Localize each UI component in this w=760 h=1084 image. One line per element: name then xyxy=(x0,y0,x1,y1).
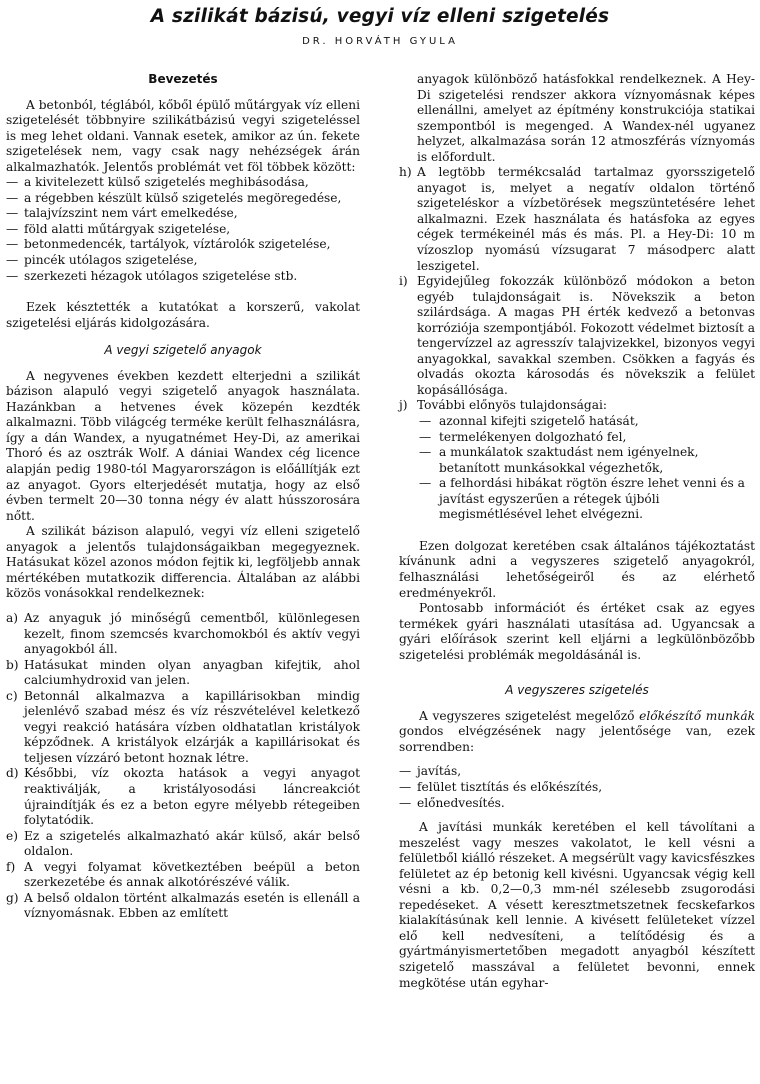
list-item: — föld alatti műtárgyak szigetelése, xyxy=(6,221,231,236)
list-item: — előnedvesítés. xyxy=(399,795,505,810)
properties-list xyxy=(6,611,360,922)
repair-paragraph: A javítási munkák keretében el kell távolítani a meszelést vagy meszes vakolatot, le kell vésni a felületből kiálló részeket. A megsérült vagy kavicsfészkes felületet az ép betonig kell kivésni. Ugyancsak végig kell vésni a kb. 0,2—0,3 mm-nél szélesebb zsugorodási repedéseket. A vésett keresztmetszetnek fecskefarkos kialakításúnak kell lennie. A kivésett felületeket vízzel elő kell nedvesíteni, a telítődésig és a gyártmányismertetőben megadott anyagból készített szigetelő masszával a felületet bevonni, ennek megkötése után egyhar- xyxy=(399,820,755,990)
list-item: — felület tisztítás és előkészítés, xyxy=(399,779,603,794)
right-column xyxy=(399,72,755,991)
summary-paragraph-2: Pontosabb információt és értéket csak az egyes termékek gyári használati utasítása ad. Ugyancsak a gyári előírások szerint kell eljárni a legkülönbözőbb szigetelési problémák megoldásánál is. xyxy=(399,601,755,662)
summary-paragraph-1: Ezen dolgozat keretében csak általános tájékoztatást kívánunk adni a vegyszeres szigetelő anyagokról, felhasználási lehetőségeiről és az elérhető eredményekről. xyxy=(399,538,755,600)
list-item: — javítás, xyxy=(399,764,462,779)
list-item: — a kivitelezett külső szigetelés meghibásodása, xyxy=(6,175,309,190)
list-item: — pincék utólagos szigetelése, xyxy=(6,253,198,268)
list-item: — a felhordási hibákat rögtön észre lehet venni és a javítást egyszerűen a rétegek újbóli megismétlésével lehet elvégezni. xyxy=(419,476,745,522)
intro-paragraph: A betonból, téglából, kőből épülő műtárgyak víz elleni szigetelését többnyire szilikátbázisú vegyi szigeteléssel is meg lehet oldani. Vannak esetek, amikor az ún. fekete szigetelések nem, vagy csak nagy nehézségek árán alkalmazhatók. Jelentős problémát vet föl többek között: xyxy=(6,97,360,174)
problem-list xyxy=(6,175,360,284)
heading-agents: A vegyi szigetelő anyagok xyxy=(104,343,262,358)
list-item: — a régebben készült külső szigetelés megöregedése, xyxy=(6,190,342,205)
list-item: — talajvízszint nem várt emelkedése, xyxy=(6,206,238,221)
list-item: f) A vegyi folyamat következtében beépül a beton szerkezetébe és annak alkotórészévé válik. xyxy=(6,859,360,890)
heading-chem: A vegyszeres szigetelés xyxy=(505,683,649,698)
list-item: g) A belső oldalon történt alkalmazás esetén is ellenáll a víznyomásnak. Ebben az említett xyxy=(6,890,360,921)
prep-steps-list xyxy=(399,764,755,811)
list-item: a) Az anyaguk jó minőségű cementből, különlegesen kezelt, finom szemcsés kvarchomokból és aktív vegyi anyagokból áll. xyxy=(6,610,360,657)
left-column xyxy=(6,72,360,922)
article-author: DR. HORVÁTH GYULA xyxy=(302,36,458,47)
list-item: e) Ez a szigetelés alkalmazható akár külső, akár belső oldalon. xyxy=(6,828,360,859)
agents-paragraph-1: A negyvenes években kezdett elterjedni a szilikát bázison alapuló vegyi szigetelő anyagok használata. Hazánkban a hetvenes évek közepén kezdték alkalmazni. Több világcég terméke került felhasználásra, így a dán Wandex, a nyugatnémet Hey-Di, az amerikai Thoró és az osztrák Wolf. A dániai Wandex cég licence alapján pedig 1980-tól Magyarországon is előállítják ezt az anyagot. Gyors elterjedését mutatja, hogy az első évben termelt 20—30 tonna négy év alatt hússzorosára nőtt. xyxy=(6,368,360,523)
motivation-paragraph: Ezek késztették a kutatókat a korszerű, vakolat szigetelési eljárás kidolgozására. xyxy=(6,300,360,330)
heading-intro: Bevezetés xyxy=(148,72,218,86)
list-item: b) Hatásukat minden olyan anyagban kifejtik, ahol calciumhydroxid van jelen. xyxy=(6,657,360,688)
chem-paragraph: A vegyszeres szigetelést megelőző előkészítő munkák gondos elvégzésének nagy jelentősége van, ezek sorrendben: xyxy=(399,708,755,754)
agents-paragraph-2: A szilikát bázison alapuló, vegyi víz elleni szigetelő anyagok a jelentős tulajdonságaikban megegyeznek. Hatásukat közel azonos módon fejtik ki, legföljebb annak mértékében mutatkozik differencia. Általában az alábbi közös vonásokkal rendelkeznek: xyxy=(6,524,360,601)
list-item: c) Betonnál alkalmazva a kapillárisokban mindig jelenlévő szabad mész és víz részvételével keletkező vegyi reakció hatására vízben oldhatatlan kristályok képződnek. A kristályok elzárják a kapillárisokat és teljesen vízzáró betont hoznak létre. xyxy=(6,688,360,765)
list-item: — azonnal kifejti szigetelő hatását, xyxy=(419,414,639,429)
list-item: — termelékenyen dolgozható fel, xyxy=(419,429,627,444)
list-item: i) Egyidejűleg fokozzák különböző módokon a beton egyéb tulajdonságait is. Növekszik a beton szilárdsága. A magas PH érték kedvező a betonvas korróziója szempontjából. Fokozott védelmet biztosít a tengervízzel az agresszív talajvizekkel, bizonyos vegyi anyagokkal, savakkal szemben. Csökken a fagyás és olvadás okozta károsodás és növekszik a felület kopásállósága. xyxy=(399,274,755,397)
list-item: h) A legtöbb termékcsalád tartalmaz gyorsszigetelő anyagot is, melyet a negatív oldalon történő szigeteléskor a vízbetörések megszüntetésére lehet alkalmazni. Ezek használata és hatásfoka az egyes cégek termékeinél más és más. Pl. a Hey-Di: 10 m vízoszlop nyomású vízsugarat 7 másodperc alatt leszigetel. xyxy=(399,165,755,273)
advantages-list xyxy=(399,414,755,523)
article-title: A szilikát bázisú, vegyi víz elleni szigetelés xyxy=(150,6,610,27)
list-item: j) További előnyös tulajdonságai: xyxy=(399,398,607,413)
list-item: d) Későbbi, víz okozta hatások a vegyi anyagot reaktiválják, a kristályosodási láncreakciót újraindítják és ez a beton egyre mélyebb rétegeiben folytatódik. xyxy=(6,766,360,828)
list-item: — szerkezeti hézagok utólagos szigetelése stb. xyxy=(6,268,298,283)
list-item: — betonmedencék, tartályok, víztárolók szigetelése, xyxy=(6,237,331,252)
list-item: — a munkálatok szaktudást nem igényelnek, betanított munkásokkal végezhetők, xyxy=(419,445,699,475)
list-item-continuation: anyagok különböző hatásfokkal rendelkeznek. A Hey-Di szigetelési rendszer akkora víznyomásnak képes ellenállni, amelyet az építmény konstrukciója statikai szempontból is megenged. A Wandex-nél ugyanez helyzet, alkalmazása során 12 atmoszférás víznyomás is előfordult. xyxy=(417,72,755,164)
